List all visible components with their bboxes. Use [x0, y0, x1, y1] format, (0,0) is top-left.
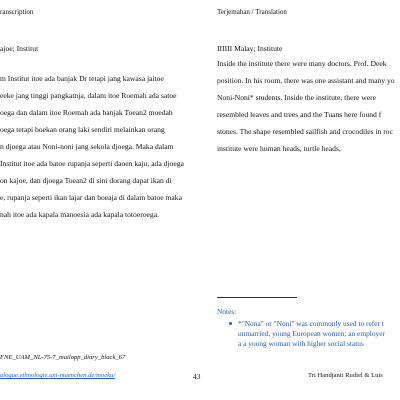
right-line-6: institute were human heads, turtle heads, — [217, 144, 341, 153]
left-header: ranscription — [0, 8, 34, 16]
left-line-9: nah itoe ada kapala manoesia ada kapala totoeroega. — [0, 210, 159, 219]
page-number: 43 — [193, 372, 201, 381]
right-line-2: position. In his room, there was one assistant and many yo — [217, 76, 395, 85]
right-section-title: IIIIII Malay; Institute — [217, 44, 283, 53]
note-line-3: a a young woman with higher social status — [238, 339, 364, 348]
left-line-1: m Institut itoe ada banjak Dr tetapi jang kawasa jaitoe — [0, 74, 164, 83]
right-line-3: Noni-Noni* students. Inside the institute, there were — [217, 93, 377, 102]
notes-label: Notes: — [217, 307, 237, 316]
left-line-7: on kajoe, dan djoega Toean2 di sini dorang dapat ikan di — [0, 176, 172, 185]
left-footer-link[interactable]: alogue.ethnologie.uni-muenchen.de/moeka/ — [0, 372, 116, 379]
left-line-3: oega dan dalam itoe Roemah ada banjak Toean2 moedah — [0, 108, 173, 117]
right-line-1: Inside the institute there were many doctors. Prof. Deek — [217, 59, 387, 68]
right-footer-authors: Tri Handjanti Rudiel & Luis — [308, 372, 383, 379]
note-line-2: unmarried, young European women; an employer — [238, 329, 385, 338]
left-line-5: n djoega atau Noni-noni jang sekola djoega. Maka dalam — [0, 142, 174, 151]
right-line-5: stones. The shape resembled sailfish and crocodiles in roc — [217, 127, 393, 136]
left-footer-reference: FNE_UAM_NL-75-7_mailopp_diary_black_67 — [0, 354, 126, 361]
left-section-title: ajoe; Institut — [0, 44, 39, 53]
footnote-separator — [217, 297, 297, 298]
left-line-2: eeke jang tinggi pangkatnja, dalam itoe Roemah ada satoe — [0, 91, 177, 100]
left-line-8: e, rupanja seperti ikan lajar dan boeaja di dalam batoe maka — [0, 193, 182, 202]
right-header: Terjemahan / Translation — [217, 8, 287, 16]
note-bullet-icon — [229, 322, 232, 325]
left-line-4: oega tetapi boekan orang laki sendiri melainkan orang — [0, 125, 165, 134]
note-line-1: *"Nona" or "Noni" was commonly used to refer t — [238, 319, 384, 328]
right-line-4: resembled leaves and trees and the Tuans here found f — [217, 110, 382, 119]
left-line-6: Institut itoe ada batoe rupanja seperti daoen kaju, ada djoega — [0, 159, 184, 168]
